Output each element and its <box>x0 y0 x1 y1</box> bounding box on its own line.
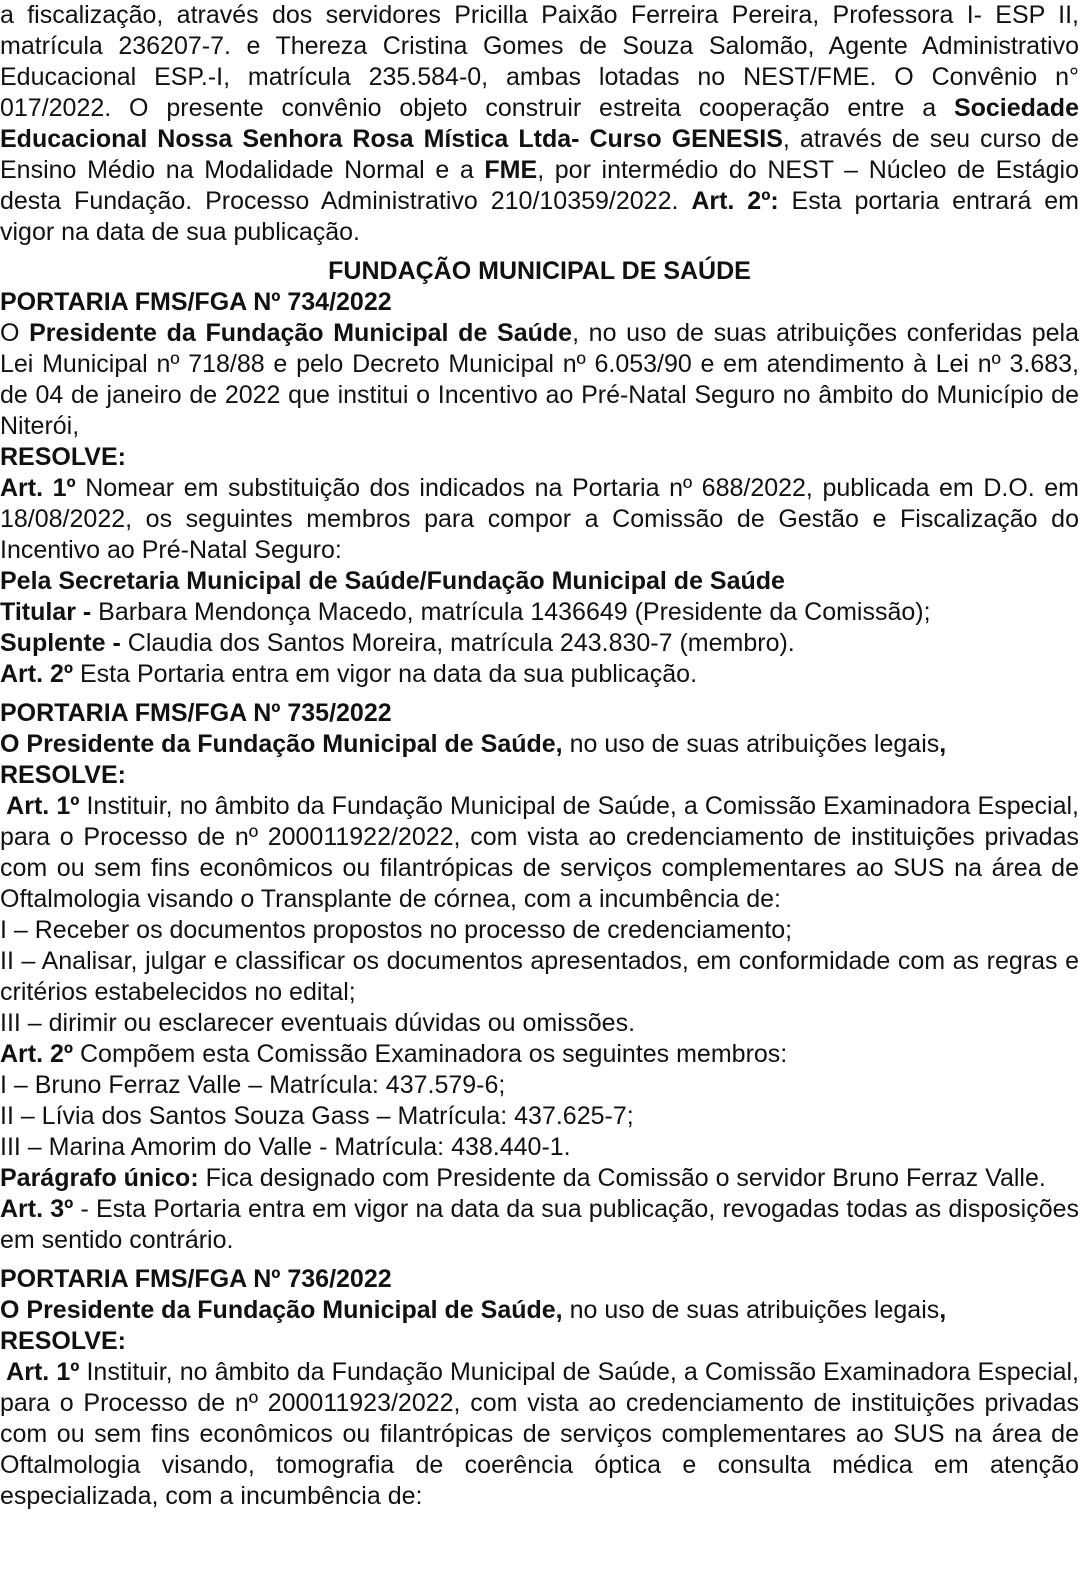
member-item: III – Marina Amorim do Valle - Matrícula: 438.440-1. <box>0 1133 571 1161</box>
fme-label: FME <box>484 156 538 184</box>
list-item: I – Receber os documentos propostos no processo de credenciamento; <box>0 916 793 944</box>
authority-name: O Presidente da Fundação Municipal de Saúde, <box>0 1296 563 1324</box>
article-label: Art. 2º <box>0 1040 74 1068</box>
portaria-735-preamble <box>0 729 1079 760</box>
article-text: - Esta Portaria entra em vigor na data da sua publicação, revogadas todas as disposições em sentido contrário. <box>0 1195 1079 1254</box>
list-item: II – Analisar, julgar e classificar os documentos apresentados, em conformidade com as regras e critérios estabelecidos no edital; <box>0 947 1079 1006</box>
portaria-735-title: PORTARIA FMS/FGA Nº 735/2022 <box>0 699 392 727</box>
group-heading <box>0 566 1079 597</box>
portaria-736-title: PORTARIA FMS/FGA Nº 736/2022 <box>0 1265 392 1293</box>
article-label: Art. 3º <box>0 1195 74 1223</box>
member-item: I – Bruno Ferraz Valle – Matrícula: 437.579-6; <box>0 1071 506 1099</box>
authority-name: Presidente da Fundação Municipal de Saúde <box>29 319 573 347</box>
suplente-line <box>0 628 1079 659</box>
article-text: Instituir, no âmbito da Fundação Municipal de Saúde, a Comissão Examinadora Especial, para o Processo de nº 200011922/2022, com vista ao credenciamento de instituições privadas com ou sem fins econômicos ou filantrópicas de serviços complementares ao SUS na área de Oftalmologia visando o Transplante de córnea, com a incumbência de: <box>0 792 1080 913</box>
preamble-text: no uso de suas atribuições legais <box>562 730 940 758</box>
paragrafo-unico <box>0 1163 1079 1194</box>
article-text: Instituir, no âmbito da Fundação Municipal de Saúde, a Comissão Examinadora Especial, para o Processo de nº 200011923/2022, com vista ao credenciamento de instituições privadas com ou sem fins econômicos ou filantrópicas de serviços complementares ao SUS na área de Oftalmologia visando, tomografia de coerência óptica e consulta médica em atenção especializada, com a incumbência de: <box>0 1358 1080 1510</box>
resolve-text: RESOLVE: <box>0 761 126 789</box>
titular-label: Titular - <box>0 598 92 626</box>
authority-name: O Presidente da Fundação Municipal de Saúde, <box>0 730 563 758</box>
intro-text: Esta portaria entrará em vigor na data de sua publicação. <box>0 187 1079 246</box>
portaria-736-art1 <box>0 1357 1079 1512</box>
article-text: Esta Portaria entra em vigor na data da sua publicação. <box>73 660 698 688</box>
section-title: FUNDAÇÃO MUNICIPAL DE SAÚDE <box>328 257 751 285</box>
group-text: Pela Secretaria Municipal de Saúde/Fundação Municipal de Saúde <box>0 567 785 595</box>
resolve-label <box>0 1326 1079 1357</box>
resolve-label <box>0 760 1079 791</box>
intro-paragraph <box>0 0 1079 248</box>
portaria-735-art1 <box>0 791 1079 915</box>
intro-text: , por intermédio do NEST – Núcleo de Estágio desta Fundação. Processo Administrativo 210/10359/2022. <box>0 156 1079 215</box>
article-label: Art. 1º <box>0 474 76 502</box>
article-label: Art. 2º <box>0 660 74 688</box>
preamble-text: no uso de suas atribuições legais <box>562 1296 940 1324</box>
portaria-735-art2 <box>0 1039 1079 1070</box>
member-item: II – Lívia dos Santos Souza Gass – Matrícula: 437.625-7; <box>0 1102 634 1130</box>
list-item: III – dirimir ou esclarecer eventuais dúvidas ou omissões. <box>0 1009 636 1037</box>
intro-text: , através de seu curso de Ensino Médio na Modalidade Normal e a <box>0 125 1079 184</box>
preamble-text: O <box>0 319 30 347</box>
article-label: Art. 1º <box>0 792 80 820</box>
suplente-text: Claudia dos Santos Moreira, matrícula 243.830-7 (membro). <box>120 629 795 657</box>
article-label: Art. 1º <box>0 1358 80 1386</box>
portaria-734-preamble <box>0 318 1079 442</box>
preamble-comma: , <box>939 1296 947 1324</box>
portaria-735-art3 <box>0 1194 1079 1256</box>
titular-line <box>0 597 1079 628</box>
portaria-736-preamble <box>0 1295 1079 1326</box>
article-text: Compõem esta Comissão Examinadora os seguintes membros: <box>73 1040 788 1068</box>
portaria-734-art1 <box>0 473 1079 566</box>
article-label: Art. 2º: <box>691 187 779 215</box>
resolve-label <box>0 442 1079 473</box>
portaria-734-art2 <box>0 659 1079 690</box>
suplente-label: Suplente - <box>0 629 121 657</box>
intro-text: a fiscalização, através dos servidores Pricilla Paixão Ferreira Pereira, Professora I- ESP II, matrícula 236207-7. e Thereza Cristina Gomes de Souza Salomão, Agente Administrativo Educacional ESP.-I, matrícula 235.584-0, ambas lotadas no NEST/FME. O Convênio n° 017/2022. O presente convênio objeto construir estreita cooperação entre a <box>0 1 1079 122</box>
paragraph-text: Fica designado com Presidente da Comissão o servidor Bruno Ferraz Valle. <box>198 1164 1046 1192</box>
preamble-comma: , <box>939 730 947 758</box>
portaria-734-title: PORTARIA FMS/FGA Nº 734/2022 <box>0 288 392 316</box>
titular-text: Barbara Mendonça Macedo, matrícula 1436649 (Presidente da Comissão); <box>91 598 931 626</box>
institution-name: Sociedade Educacional Nossa Senhora Rosa Mística Ltda- Curso GENESIS <box>0 94 1079 153</box>
resolve-text: RESOLVE: <box>0 443 126 471</box>
preamble-text: , no uso de suas atribuições conferidas pela Lei Municipal nº 718/88 e pelo Decreto Municipal nº 6.053/90 e em atendimento à Lei nº 3.683, de 04 de janeiro de 2022 que institui o Incentivo ao Pré-Natal Seguro no âmbito do Município de Niterói, <box>0 319 1079 440</box>
article-text: Nomear em substituição dos indicados na Portaria nº 688/2022, publicada em D.O. em 18/08/2022, os seguintes membros para compor a Comissão de Gestão e Fiscalização do Incentivo ao Pré-Natal Seguro: <box>0 474 1079 564</box>
resolve-text: RESOLVE: <box>0 1327 126 1355</box>
paragraph-label: Parágrafo único: <box>0 1164 199 1192</box>
